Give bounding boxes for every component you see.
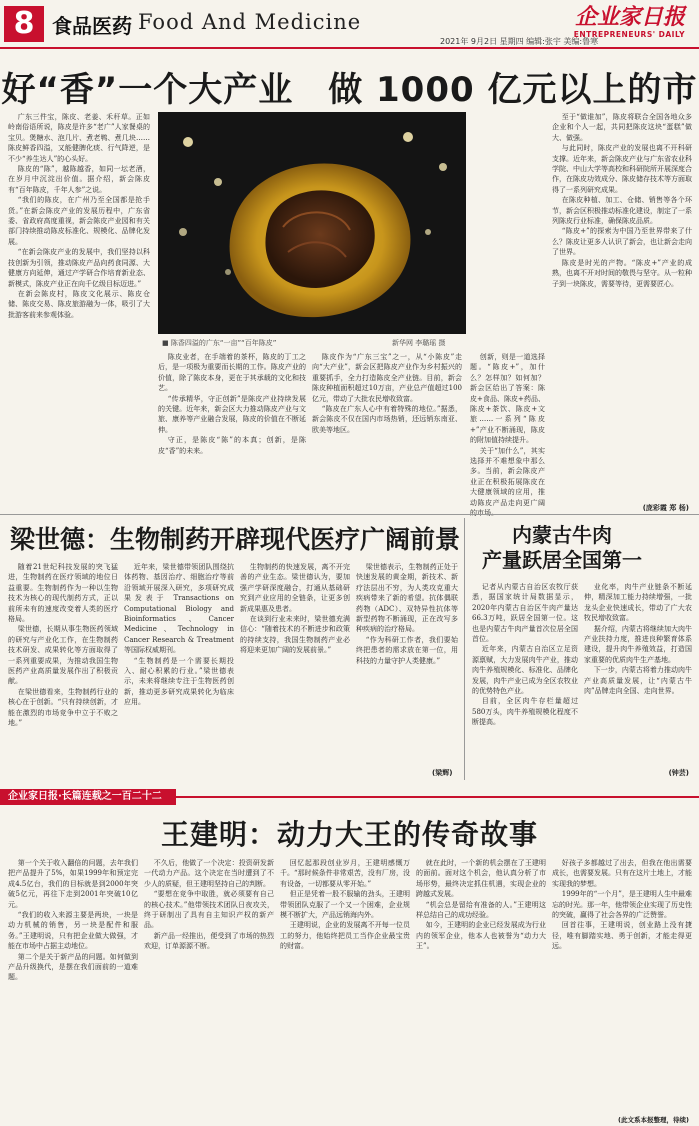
series-label: 企业家日报·长篇连载之一百二十二 [0, 789, 176, 805]
paragraph: 第二个是关于新产品的问题。如何做到产品升级换代，是摆在我们面前的一道难题。 [8, 952, 138, 982]
paragraph: 与此同时，陈皮产业的发展也离不开科研支撑。近年来，新会陈皮产业与广东省农业科学院、中山大学等高校和科研院所开展深度合作，在陈皮功效成分、陈皮储存技术等方面取得了一系列研究成果。 [552, 144, 692, 194]
story1-column-3 [312, 352, 462, 504]
story1-column-1 [8, 112, 150, 508]
paragraph: 回忆起那段创业岁月，王建明感慨万千。“那时候条件非常艰苦，没有厂房，没有设备，一切都要从零开始。” [280, 859, 410, 888]
story1-column-5 [552, 112, 692, 500]
story1-headline: 好“香”一个大产业 做 1000 亿元以上的市 [1, 70, 698, 110]
story2-column-3 [240, 562, 350, 782]
paragraph: 陈皮是时光的产物。“陈皮+”产业的成熟，也离不开对时间的敬畏与坚守。从一粒种子到一块陈皮，需要等待，更需要匠心。 [552, 258, 692, 288]
page-number: 8 [4, 6, 44, 42]
story1-byline: (庞彩霞 郑 杨) [642, 504, 689, 512]
paragraph: 近年来，内蒙古自治区立足资源禀赋，大力发展肉牛产业，推动肉牛养殖规模化、标准化、品牌化发展，肉牛产业已成为全区农牧业的优势特色产业。 [472, 645, 578, 696]
story2-column-1 [8, 562, 118, 782]
masthead-en: ENTREPRENEURS' DAILY [573, 30, 685, 39]
divider [0, 514, 699, 515]
paragraph: 陈皮作为“广东三宝”之一，从“小陈皮”走向“大产业”，新会区把陈皮产业作为乡村振兴的重要抓手，全力打造陈皮全产业链。目前，新会陈皮种植面积超过10万亩，产业总产值超过100亿元，带动了大批农民增收致富。 [312, 353, 462, 403]
paragraph: “机会总是留给有准备的人。”王建明这样总结自己的成功经验。 [416, 900, 546, 920]
paragraph: 近年来，梁世德带领团队围绕抗体药物、基因治疗、细胞治疗等前沿领域开展深入研究，多项研究成果发表于 Transactions on Computational Biology and Bioinformatics、Cancer Medicine、Technology in Cancer Research & Treatment 等国际权威期刊。 [124, 563, 234, 655]
story3-headline-line1: 内蒙古牛肉 [512, 523, 612, 547]
paragraph: 王建明说，企业的发展离不开每一位员工的努力，他始终把员工当作企业最宝贵的财富。 [280, 921, 410, 951]
issue-info: 2021年 9月2日 星期四 编辑:张宇 美编:鲁寒 [440, 37, 599, 46]
story3-headline-line2: 产量跃居全国第一 [482, 548, 642, 572]
story2-byline: (梁辉) [432, 769, 453, 777]
paragraph: 在陈皮种植、加工、仓储、销售等各个环节，新会区积极推动标准化建设，制定了一系列陈皮行业标准，确保陈皮品质。 [552, 196, 692, 226]
header-rule [0, 47, 699, 49]
paragraph: 陈皮的“陈”，越陈越香，如同一坛老酒，在岁月中沉淀出价值。据介绍，新会陈皮有“百年陈皮，千年人参”之说。 [8, 165, 150, 194]
paragraph: 但正是凭着一股不服输的劲头，王建明带领团队克服了一个又一个困难，企业规模不断扩大，产品远销海内外。 [280, 890, 410, 920]
paragraph: 生物制药的快速发展，离不开完善的产业生态。梁世德认为，要加强产学研深度融合，打通从基础研究到产业应用的全链条，让更多创新成果惠及患者。 [240, 563, 350, 613]
paragraph: 随着21世纪科技发展的突飞猛进，生物制药在医疗领域的地位日益重要。生物制药作为一种以生物技术为核心的现代制药方式，正以前所未有的速度改变着人类的医疗格局。 [8, 563, 118, 624]
paragraph: 守正，是陈皮“陈”的本真；创新，是陈皮“香”的未来。 [158, 436, 306, 455]
paragraph: 关于“加什么”，其实选择并不难想象中那么多。当前，新会陈皮产业正在积极拓展陈皮在大健康领域的应用，推动陈皮产品走向更广阔 [470, 446, 545, 507]
paragraph: 记者从内蒙古自治区农牧厅获悉，据国家统计局数据显示，2020年内蒙古自治区牛肉产量达66.3万吨，跃居全国第一位。这也是内蒙古牛肉产量首次位居全国首位。 [472, 583, 578, 644]
paragraph: 在谈到行业未来时，梁世德充满信心：“随着技术的不断进步和政策的持续支持，我国生物制药产业必将迎来更加广阔的发展前景。” [240, 615, 350, 655]
story4-headline: 王建明：动力大王的传奇故事 [160, 818, 538, 851]
series-rule [176, 796, 699, 798]
paragraph: 广东三件宝，陈皮、老姜、禾秆草。正如岭南俗语所说，陈皮是许多“老广”人家餐桌的宝贝。煲糖水、泡几片、煮老鸭、煮几块……陈皮鲜香四溢，又能健脾化痰、行气降逆，是不少“养生达人”的心头好。 [8, 113, 150, 163]
paragraph: 业化率，肉牛产业链条不断延伸，精深加工能力持续增强，一批龙头企业快速成长，带动了广大农牧民增收致富。 [584, 583, 692, 623]
divider [464, 518, 465, 780]
paragraph: 梁世德表示，生物制药正处于快速发展的黄金期，新技术、新疗法层出不穷，为人类攻克重大疾病带来了新的希望。抗体偶联药物（ADC）、双特异性抗体等新型药物不断涌现，正在改写多种疾病的治疗格局。 [356, 563, 458, 634]
photo-credit: 新华网 李璐瑶 摄 [392, 339, 446, 347]
paragraph: “生物制药是一个需要长期投入、耐心积累的行业。”梁世德表示，未来将继续专注于生物医药创新，推动更多研究成果转化为临床应用。 [124, 656, 234, 707]
story1-column-2 [158, 352, 306, 504]
dried-tangerine-peel-photo [158, 112, 466, 334]
story3-column-2 [584, 582, 692, 766]
story4-column-2 [144, 858, 274, 1124]
story3-headline [472, 523, 652, 573]
masthead-cn: 企业家日报 [574, 4, 685, 30]
story3-byline: (钟芸) [668, 769, 689, 777]
story2-column-4 [356, 562, 458, 766]
page-header [0, 0, 699, 48]
series-band [0, 789, 699, 805]
paragraph: 不久后，他做了一个决定：投资研发新一代动力产品。这个决定在当时遭到了不少人的质疑，但王建明坚持自己的判断。 [144, 859, 274, 888]
paragraph: “陈皮+”的探索为中国乃至世界带来了什么？陈皮让更多人认识了新会，也让新会走向了世界。 [552, 227, 692, 257]
paragraph: 陈皮业者，在手端着的茶杯，陈皮的丁工之后，是一项极为重要而长期的工作。陈皮产业的价值，除了陈皮本身，更在于其承载的文化和技艺。 [158, 353, 306, 393]
section-title-en: Food And Medicine [138, 10, 362, 34]
story4-column-5 [552, 858, 692, 1112]
story2-headline: 梁世德：生物制药开辟现代医疗广阔前景 [10, 525, 461, 554]
paragraph: 在新会陈皮村，陈皮文化展示、陈皮仓储、陈皮交易、陈皮旅游融为一体，吸引了大批游客前来参观体验。 [8, 289, 150, 319]
paragraph: “我们的收入来源主要是两块，一块是动力机械的销售，另一块是配件和服务。”王建明说，只有把企业做大做强，才能在市场中占据主动地位。 [8, 911, 138, 951]
paragraph: 新产品一经推出，便受到了市场的热烈欢迎，订单源源不断。 [144, 931, 274, 951]
paragraph: 第一个关于收入翻倍的问题，去年我们把产品提升了5%，如果1999年和预定完成4.5亿台，我们的目标就是到2000年突破5亿元，再往下走到2001年突破10亿元。 [8, 859, 138, 909]
paragraph: “要想在竞争中取胜，就必须要有自己的核心技术。”他带领技术团队日夜攻关，终于研制出了具有自主知识产权的新产品。 [144, 890, 274, 930]
story4-column-1 [8, 858, 138, 1124]
paragraph: 回首往事，王建明说，创业路上没有捷径，唯有脚踏实地、勇于创新，才能走得更远。 [552, 921, 692, 951]
story4-byline: (此文系本报整理，待续) [618, 1116, 689, 1124]
paragraph: 至于“做谁加”，陈皮将联合全国各地众多企业和个人一起，共同把陈皮这块“蛋糕”做大、做强。 [552, 113, 692, 142]
paragraph: 下一步，内蒙古将着力推动肉牛产业高质量发展，让“内蒙古牛肉”品牌走向全国、走向世界。 [584, 666, 692, 696]
masthead [574, 4, 685, 39]
paragraph: “作为科研工作者，我们要始终把患者的需求放在第一位，用科技的力量守护人类健康。” [356, 635, 458, 665]
paragraph: 梁世德，长期从事生物医药领域的研究与产业化工作，在生物制药技术研发、成果转化等方面取得了一系列重要成果，为推动我国生物医药产业高质量发展作出了积极贡献。 [8, 625, 118, 686]
paragraph: 创新，则是一道选择题。“陈皮+”，加什么？怎样加？如何加？新会区给出了答案：陈皮+食品、陈皮+药品、陈皮+茶饮、陈皮+文旅……一系列“陈皮+”产业不断涌现，陈皮的附加值持续提升。 [470, 353, 545, 445]
paragraph: 好孩子多都越过了出去，但我在他出需要成长，也需要发展。只有在这片土地上，才能实现我的梦想。 [552, 859, 692, 888]
photo-caption: ■ 陈香四溢的广东“一亩”“百年陈皮” [162, 339, 277, 347]
paragraph: “传承精华，守正创新”是陈皮产业持续发展的关键。近年来，新会区大力推动陈皮产业与文旅、康养等产业融合发展，陈皮的价值在不断延伸。 [158, 394, 306, 434]
photo-illustration [158, 112, 466, 334]
story4-column-4 [416, 858, 546, 1124]
story2-column-2 [124, 562, 234, 782]
story3-column-1 [472, 582, 578, 778]
paragraph: “陈皮在广东人心中有着特殊的地位。”据悉，新会陈皮不仅在国内市场热销，还远销东南亚、欧美等地区。 [312, 405, 462, 434]
story4-column-3 [280, 858, 410, 1124]
story1-column-4 [470, 352, 545, 507]
paragraph: 1999年的“一个月”，是王建明人生中最难忘的时光。那一年，他带领企业实现了历史性的突破，赢得了社会各界的广泛赞誉。 [552, 890, 692, 920]
paragraph: “我们的陈皮，在广州乃至全国都是抢手货。”在新会陈皮产业的发展历程中，广东省委、省政府高度重视，新会陈皮产业园和有关部门持续推动陈皮标准化、规模化、品牌化发展。 [8, 196, 150, 246]
paragraph: 就在此时，一个新的机会摆在了王建明的面前。面对这个机会，他认真分析了市场形势，最终决定抓住机遇，实现企业的跨越式发展。 [416, 859, 546, 899]
paragraph: 目前，全区肉牛存栏量超过580万头，肉牛养殖规模化程度不断提高。 [472, 697, 578, 727]
paragraph: 如今，王建明的企业已经发展成为行业内的领军企业，他本人也被誉为“动力大王”。 [416, 921, 546, 951]
paragraph: 在梁世德看来，生物制药行业的核心在于创新。“只有持续创新，才能在激烈的市场竞争中立于不败之地。” [8, 687, 118, 728]
paragraph: 据介绍，内蒙古将继续加大肉牛产业扶持力度，推进良种繁育体系建设，提升肉牛养殖效益，打造国家重要的优质肉牛生产基地。 [584, 624, 692, 664]
paragraph: “在新会陈皮产业的发展中，我们坚持以科技创新为引领，推动陈皮产品向药食同源、大健康方向延伸，通过产学研合作培育新业态、新模式，陈皮产业正在向千亿级目标迈进。” [8, 248, 150, 288]
section-title-cn: 食品医药 [52, 14, 132, 38]
